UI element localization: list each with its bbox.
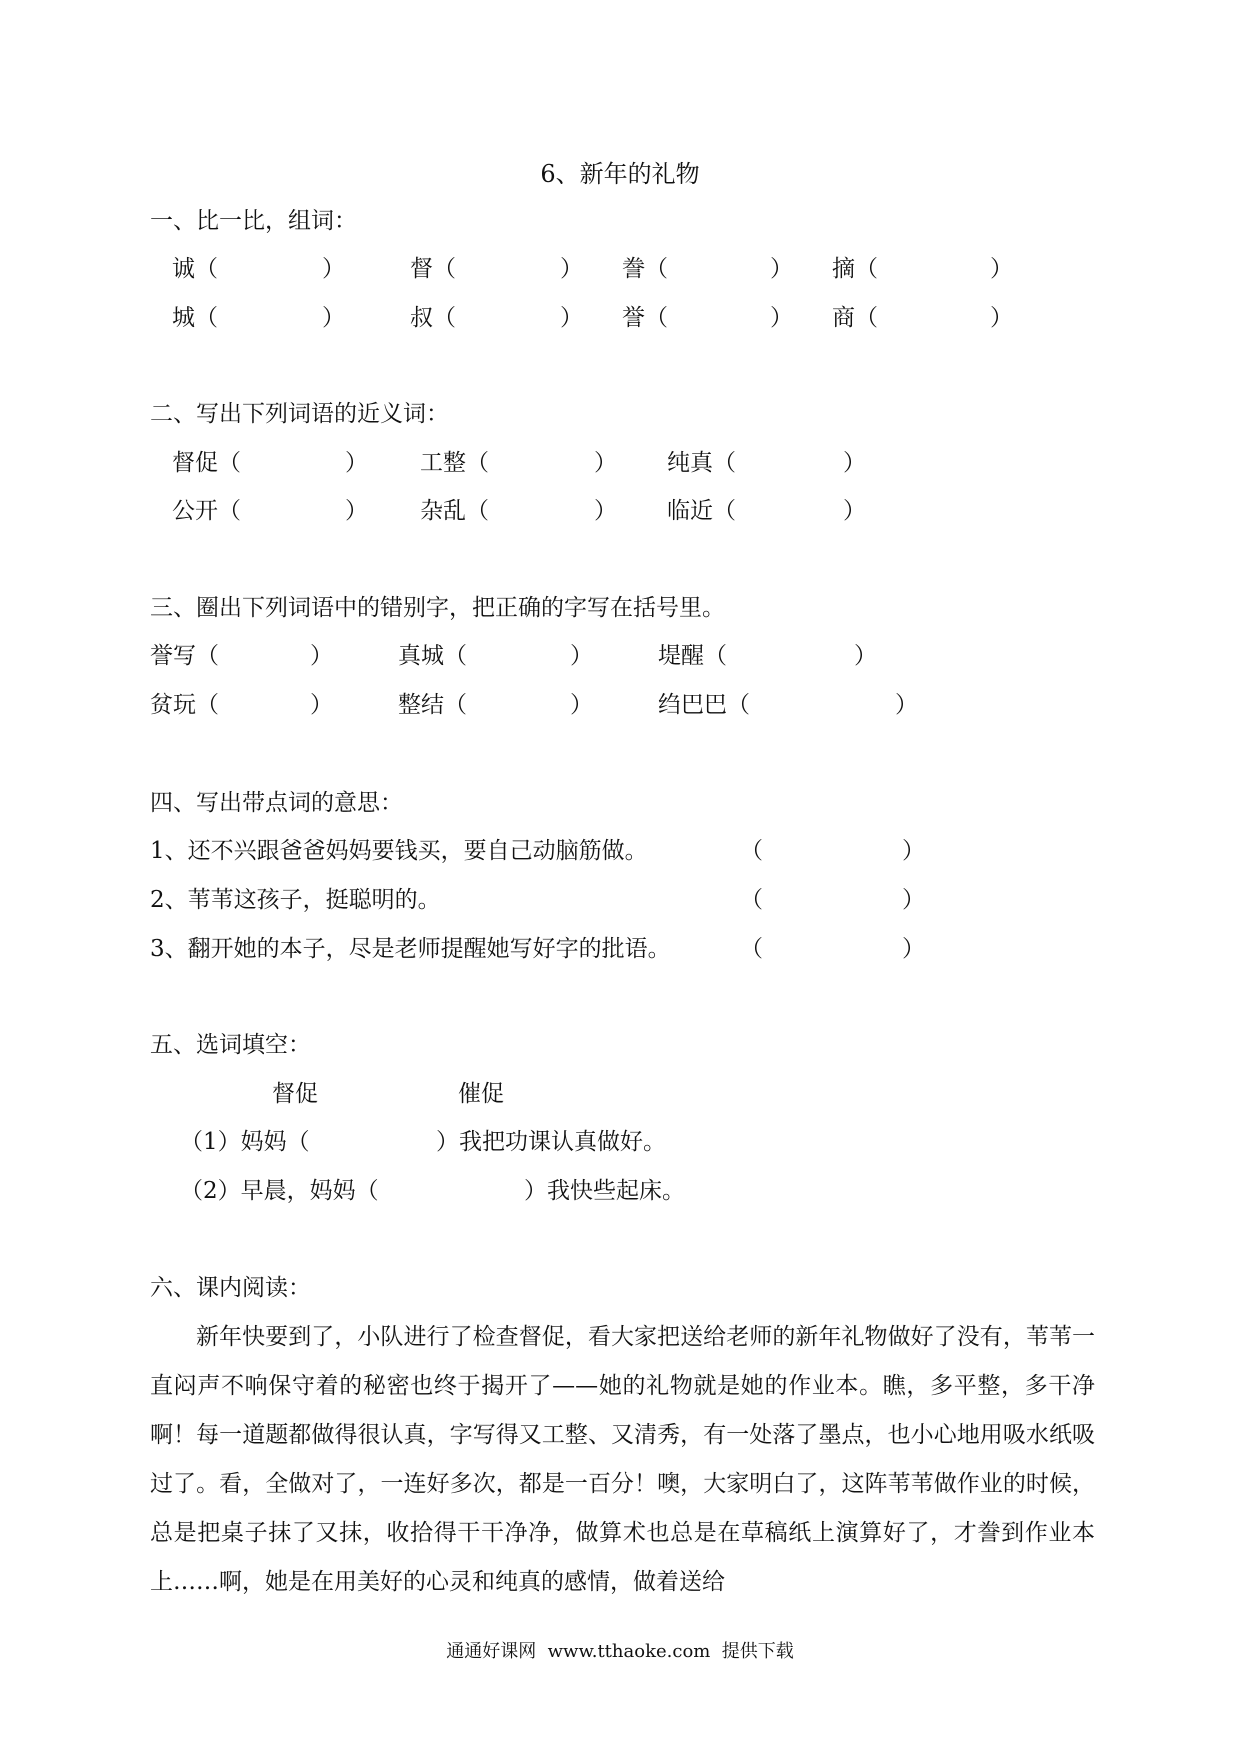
s1-r1-close-1: ）: [322, 256, 345, 282]
s2-r2-close-2: ）: [594, 498, 617, 524]
s1-r1-word-4: 摘（: [832, 256, 878, 282]
s2-r1-word-1: 督促（: [172, 450, 241, 476]
s4-item-2-close: ）: [902, 887, 925, 913]
s4-item-2-open: （: [740, 887, 763, 913]
s2-r2-word-2: 杂乱（: [420, 498, 489, 524]
s1-r2-word-4: 商（: [832, 305, 878, 331]
page-title: 6、新年的礼物: [540, 160, 700, 188]
s1-r2-word-3: 誉（: [622, 305, 668, 331]
s1-r2-close-3: ）: [770, 305, 793, 331]
s3-r2-close-3: ）: [895, 692, 918, 718]
s5-item-2-end: ）我快些起床。: [524, 1178, 685, 1204]
s4-item-3: 3、翻开她的本子，尽是老师提醒她写好字的批语。: [150, 936, 671, 962]
s2-r1-close-3: ）: [843, 450, 866, 476]
section-4-heading: 四、写出带点词的意思：: [150, 790, 403, 816]
s5-item-2-start: （2）早晨，妈妈（: [180, 1178, 379, 1204]
s3-r1-close-2: ）: [570, 643, 593, 669]
s1-r2-word-1: 城（: [172, 305, 218, 331]
s3-r1-word-2: 真城（: [398, 643, 467, 669]
s1-r2-close-2: ）: [560, 305, 583, 331]
s1-r2-close-4: ）: [990, 305, 1013, 331]
s1-r2-close-1: ）: [322, 305, 345, 331]
s1-r1-word-3: 誊（: [622, 256, 668, 282]
s2-r2-close-1: ）: [345, 498, 368, 524]
s3-r2-word-2: 整结（: [398, 692, 467, 718]
s1-r1-close-3: ）: [770, 256, 793, 282]
s3-r1-word-1: 誉写（: [150, 643, 219, 669]
reading-passage: 新年快要到了，小队进行了检查督促，看大家把送给老师的新年礼物做好了没有，苇苇一直闷声不响保守着的秘密也终于揭开了——她的礼物就是她的作业本。瞧，多平整，多干净啊！每一道题都做得很认真，字写得又工整、又清秀，有一处落了墨点，也小心地用吸水纸吸过了。看，全做对了，一连好多次，都是一百分！噢，大家明白了，这阵苇苇做作业的时候，总是把桌子抹了又抹，收拾得干干净净，做算术也总是在草稿纸上演算好了，才誊到作业本上……啊，她是在用美好的心灵和纯真的感情，做着送给: [150, 1324, 1095, 1595]
s3-r1-word-3: 堤醒（: [658, 643, 727, 669]
s3-r2-close-2: ）: [570, 692, 593, 718]
s2-r1-close-1: ）: [345, 450, 368, 476]
s4-item-3-close: ）: [902, 936, 925, 962]
s1-r1-close-2: ）: [560, 256, 583, 282]
s5-item-1-end: ）我把功课认真做好。: [436, 1129, 666, 1155]
s5-item-1-start: （1）妈妈（: [180, 1129, 310, 1155]
s5-choice-2: 催促: [458, 1081, 504, 1107]
s2-r1-word-3: 纯真（: [667, 450, 736, 476]
page-footer: 通通好课网 www.tthaoke.com 提供下载: [446, 1641, 794, 1662]
section-3-heading: 三、圈出下列词语中的错别字，把正确的字写在括号里。: [150, 595, 725, 621]
s3-r2-word-3: 绉巴巴（: [658, 692, 750, 718]
section-5-heading: 五、选词填空：: [150, 1032, 311, 1058]
section-2-heading: 二、写出下列词语的近义词：: [150, 401, 449, 427]
s1-r2-word-2: 叔（: [410, 305, 456, 331]
s5-choice-1: 督促: [272, 1081, 318, 1107]
s3-r2-close-1: ）: [310, 692, 333, 718]
s3-r1-close-1: ）: [310, 643, 333, 669]
s2-r1-close-2: ）: [594, 450, 617, 476]
s2-r2-close-3: ）: [843, 498, 866, 524]
s1-r1-close-4: ）: [990, 256, 1013, 282]
section-6-heading: 六、课内阅读：: [150, 1275, 311, 1301]
s1-r1-word-1: 诚（: [172, 256, 218, 282]
section-1-heading: 一、比一比，组词：: [150, 208, 357, 234]
s2-r1-word-2: 工整（: [420, 450, 489, 476]
s3-r2-word-1: 贫玩（: [150, 692, 219, 718]
s4-item-2: 2、苇苇这孩子，挺聪明的。: [150, 887, 441, 913]
s1-r1-word-2: 督（: [410, 256, 456, 282]
s2-r2-word-3: 临近（: [667, 498, 736, 524]
s4-item-3-open: （: [740, 936, 763, 962]
s4-item-1: 1、还不兴跟爸爸妈妈要钱买，要自己动脑筋做。: [150, 838, 648, 864]
s4-item-1-open: （: [740, 838, 763, 864]
s2-r2-word-1: 公开（: [172, 498, 241, 524]
s4-item-1-close: ）: [902, 838, 925, 864]
s3-r1-close-3: ）: [854, 643, 877, 669]
